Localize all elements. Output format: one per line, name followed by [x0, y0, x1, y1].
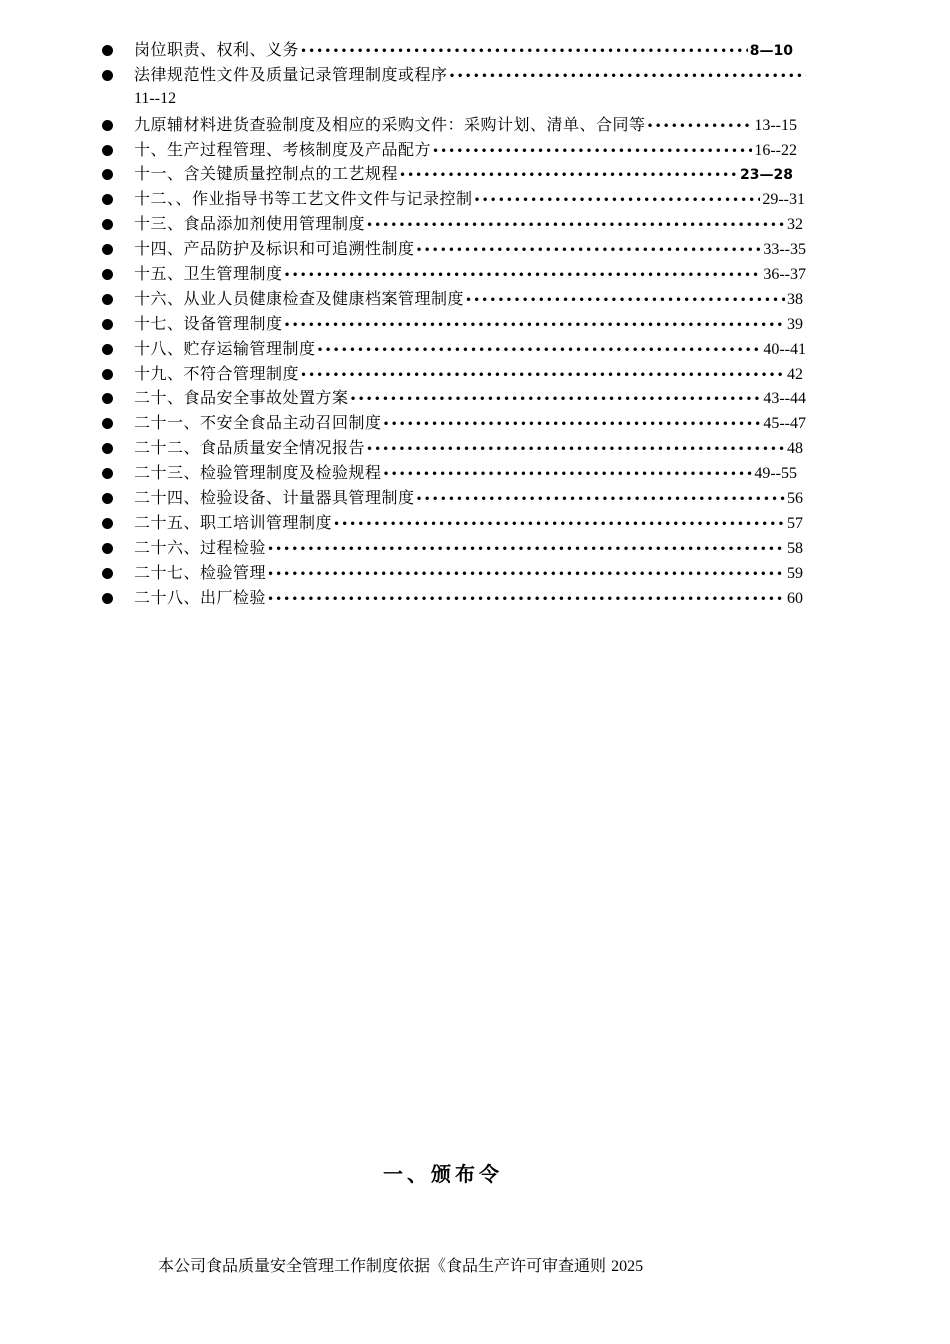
- toc-item-title: 十二、、作业指导书等工艺文件文件与记录控制: [134, 189, 473, 209]
- toc-item-title: 十六、从业人员健康检查及健康档案管理制度: [134, 288, 465, 308]
- toc-item-title: 法律规范性文件及质量记录管理制度或程序: [134, 64, 448, 84]
- toc-item[interactable]: [0, 337, 950, 362]
- toc-item-title: 十七、设备管理制度: [134, 313, 283, 333]
- toc-item-title: 岗位职责、权利、义务: [134, 40, 300, 59]
- toc-item[interactable]: [0, 511, 950, 536]
- toc-entry: [134, 462, 797, 485]
- bullet-icon: [102, 120, 113, 131]
- toc-item-title: 十八、贮存运输管理制度: [134, 338, 316, 358]
- toc-item-page: 40--41: [763, 340, 806, 358]
- toc-item-page: 39: [787, 315, 803, 333]
- dot-leader: [284, 264, 762, 286]
- toc-item-page: 38: [787, 290, 803, 308]
- dot-leader: [350, 388, 762, 410]
- dot-leader: [366, 214, 785, 236]
- bullet-icon: [102, 543, 113, 554]
- toc-item-page: 43--44: [763, 390, 806, 408]
- dot-leader: [366, 438, 785, 460]
- toc-item[interactable]: [0, 586, 950, 611]
- table-of-contents: [0, 38, 950, 611]
- toc-entry: [134, 188, 805, 211]
- dot-leader: [383, 413, 762, 435]
- toc-item[interactable]: [0, 461, 950, 486]
- bullet-icon: [102, 45, 113, 56]
- bullet-icon: [102, 244, 113, 255]
- toc-entry: [134, 412, 806, 435]
- toc-item-title: 十、生产过程管理、考核制度及产品配方: [134, 139, 432, 159]
- bullet-icon: [102, 518, 113, 529]
- toc-item[interactable]: [0, 287, 950, 312]
- toc-entry: [134, 387, 806, 410]
- section-heading: 一、颁布令: [383, 1162, 503, 1186]
- toc-item-page: 13--15: [754, 116, 797, 134]
- toc-item-title: 十九、不符合管理制度: [134, 363, 300, 383]
- toc-item[interactable]: [0, 138, 950, 163]
- toc-entry: [134, 313, 803, 336]
- bullet-icon: [102, 568, 113, 579]
- toc-entry: [134, 562, 803, 585]
- bullet-icon: [102, 319, 113, 330]
- toc-entry: [134, 587, 803, 610]
- toc-entry: [134, 363, 803, 386]
- toc-item-title: 二十五、职工培训管理制度: [134, 512, 333, 532]
- body-text-prefix: 本公司食品质量安全管理工作制度依据《食品生产许可审查通则: [158, 1256, 607, 1275]
- bullet-icon: [102, 393, 113, 404]
- dot-leader: [416, 488, 785, 510]
- toc-item-page: 11--12: [134, 89, 177, 107]
- toc-item-title: 二十二、食品质量安全情况报告: [134, 438, 366, 458]
- toc-item-title: 二十、食品安全事故处置方案: [134, 388, 349, 408]
- dot-leader: [333, 513, 785, 535]
- toc-item-title: 二十四、检验设备、计量器具管理制度: [134, 488, 415, 508]
- bullet-icon: [102, 70, 113, 81]
- toc-entry: [134, 39, 793, 62]
- toc-item-page: 42: [787, 365, 803, 383]
- toc-item[interactable]: [0, 411, 950, 436]
- toc-item[interactable]: [0, 312, 950, 337]
- toc-item-title: 二十一、不安全食品主动召回制度: [134, 413, 382, 433]
- toc-item[interactable]: [0, 486, 950, 511]
- toc-item-page: 49--55: [754, 465, 797, 483]
- toc-item-title: 二十八、出厂检验: [134, 587, 267, 607]
- dot-leader: [647, 115, 753, 137]
- toc-item-title: 十四、产品防护及标识和可追溯性制度: [134, 239, 415, 259]
- bullet-icon: [102, 294, 113, 305]
- toc-item[interactable]: [0, 237, 950, 262]
- toc-entry: [134, 288, 803, 311]
- toc-item-page: 16--22: [754, 141, 797, 159]
- toc-entry: [134, 139, 797, 162]
- toc-item-page: 56: [787, 490, 803, 508]
- toc-item[interactable]: [0, 187, 950, 212]
- toc-item-page: 36--37: [763, 266, 806, 284]
- bullet-icon: [102, 169, 113, 180]
- toc-item[interactable]: [0, 536, 950, 561]
- toc-item-page: 33--35: [763, 241, 806, 259]
- dot-leader: [267, 538, 785, 560]
- bullet-icon: [102, 418, 113, 429]
- toc-item-page: 57: [787, 514, 803, 532]
- toc-entry: [134, 512, 803, 535]
- dot-leader: [449, 65, 806, 87]
- body-text-year: 2025: [611, 1258, 644, 1275]
- toc-item-title: 十三、食品添加剂使用管理制度: [134, 214, 366, 234]
- toc-item-title: 二十三、检验管理制度及检验规程: [134, 463, 382, 483]
- dot-leader: [267, 563, 785, 585]
- toc-item-page: 58: [787, 539, 803, 557]
- toc-item[interactable]: [0, 386, 950, 411]
- bullet-icon: [102, 269, 113, 280]
- toc-item-page: 23—28: [740, 167, 793, 184]
- toc-item-title: 二十七、检验管理: [134, 562, 267, 582]
- dot-leader: [267, 588, 785, 610]
- bullet-icon: [102, 194, 113, 205]
- toc-item[interactable]: [0, 113, 950, 138]
- toc-item-page: 8—10: [749, 43, 793, 59]
- toc-item-page: 60: [787, 589, 803, 607]
- dot-leader: [284, 314, 785, 336]
- dot-leader: [300, 40, 748, 62]
- toc-item[interactable]: [0, 212, 950, 237]
- toc-item[interactable]: [0, 362, 950, 387]
- toc-item[interactable]: [0, 561, 950, 586]
- toc-entry: [134, 487, 803, 510]
- body-paragraph: [158, 1255, 643, 1278]
- bullet-icon: [102, 344, 113, 355]
- toc-item-page: 59: [787, 564, 803, 582]
- dot-leader: [383, 463, 753, 485]
- dot-leader: [300, 364, 785, 386]
- toc-item-title: 十一、含关键质量控制点的工艺规程: [134, 164, 399, 184]
- toc-entry: [134, 213, 803, 236]
- bullet-icon: [102, 219, 113, 230]
- toc-entry: [134, 114, 797, 137]
- toc-item[interactable]: [0, 63, 950, 113]
- toc-item[interactable]: [0, 436, 950, 461]
- toc-entry: [134, 64, 806, 87]
- dot-leader: [416, 239, 762, 261]
- dot-leader: [399, 164, 738, 186]
- toc-item[interactable]: [0, 162, 950, 187]
- toc-item[interactable]: [0, 38, 950, 63]
- bullet-icon: [102, 468, 113, 479]
- toc-item-title: 二十六、过程检验: [134, 537, 267, 557]
- dot-leader: [465, 289, 785, 311]
- bullet-icon: [102, 145, 113, 156]
- toc-entry: [134, 163, 793, 186]
- toc-item-page: 48: [787, 440, 803, 458]
- bullet-icon: [102, 443, 113, 454]
- toc-entry: [134, 338, 806, 361]
- toc-item-page: 29--31: [762, 191, 805, 209]
- toc-item[interactable]: [0, 262, 950, 287]
- toc-item-title: 十五、卫生管理制度: [134, 264, 283, 284]
- bullet-icon: [102, 593, 113, 604]
- toc-entry: [134, 263, 806, 286]
- toc-item-title: 九原辅材料进货查验制度及相应的采购文件：采购计划、清单、合同等: [134, 114, 646, 134]
- toc-entry: [134, 437, 803, 460]
- toc-item-page: 32: [787, 216, 803, 234]
- bullet-icon: [102, 369, 113, 380]
- dot-leader: [317, 339, 762, 361]
- toc-item-page: 45--47: [763, 415, 806, 433]
- dot-leader: [432, 140, 752, 162]
- dot-leader: [474, 189, 761, 211]
- bullet-icon: [102, 493, 113, 504]
- toc-entry: [134, 238, 806, 261]
- toc-entry: [134, 537, 803, 560]
